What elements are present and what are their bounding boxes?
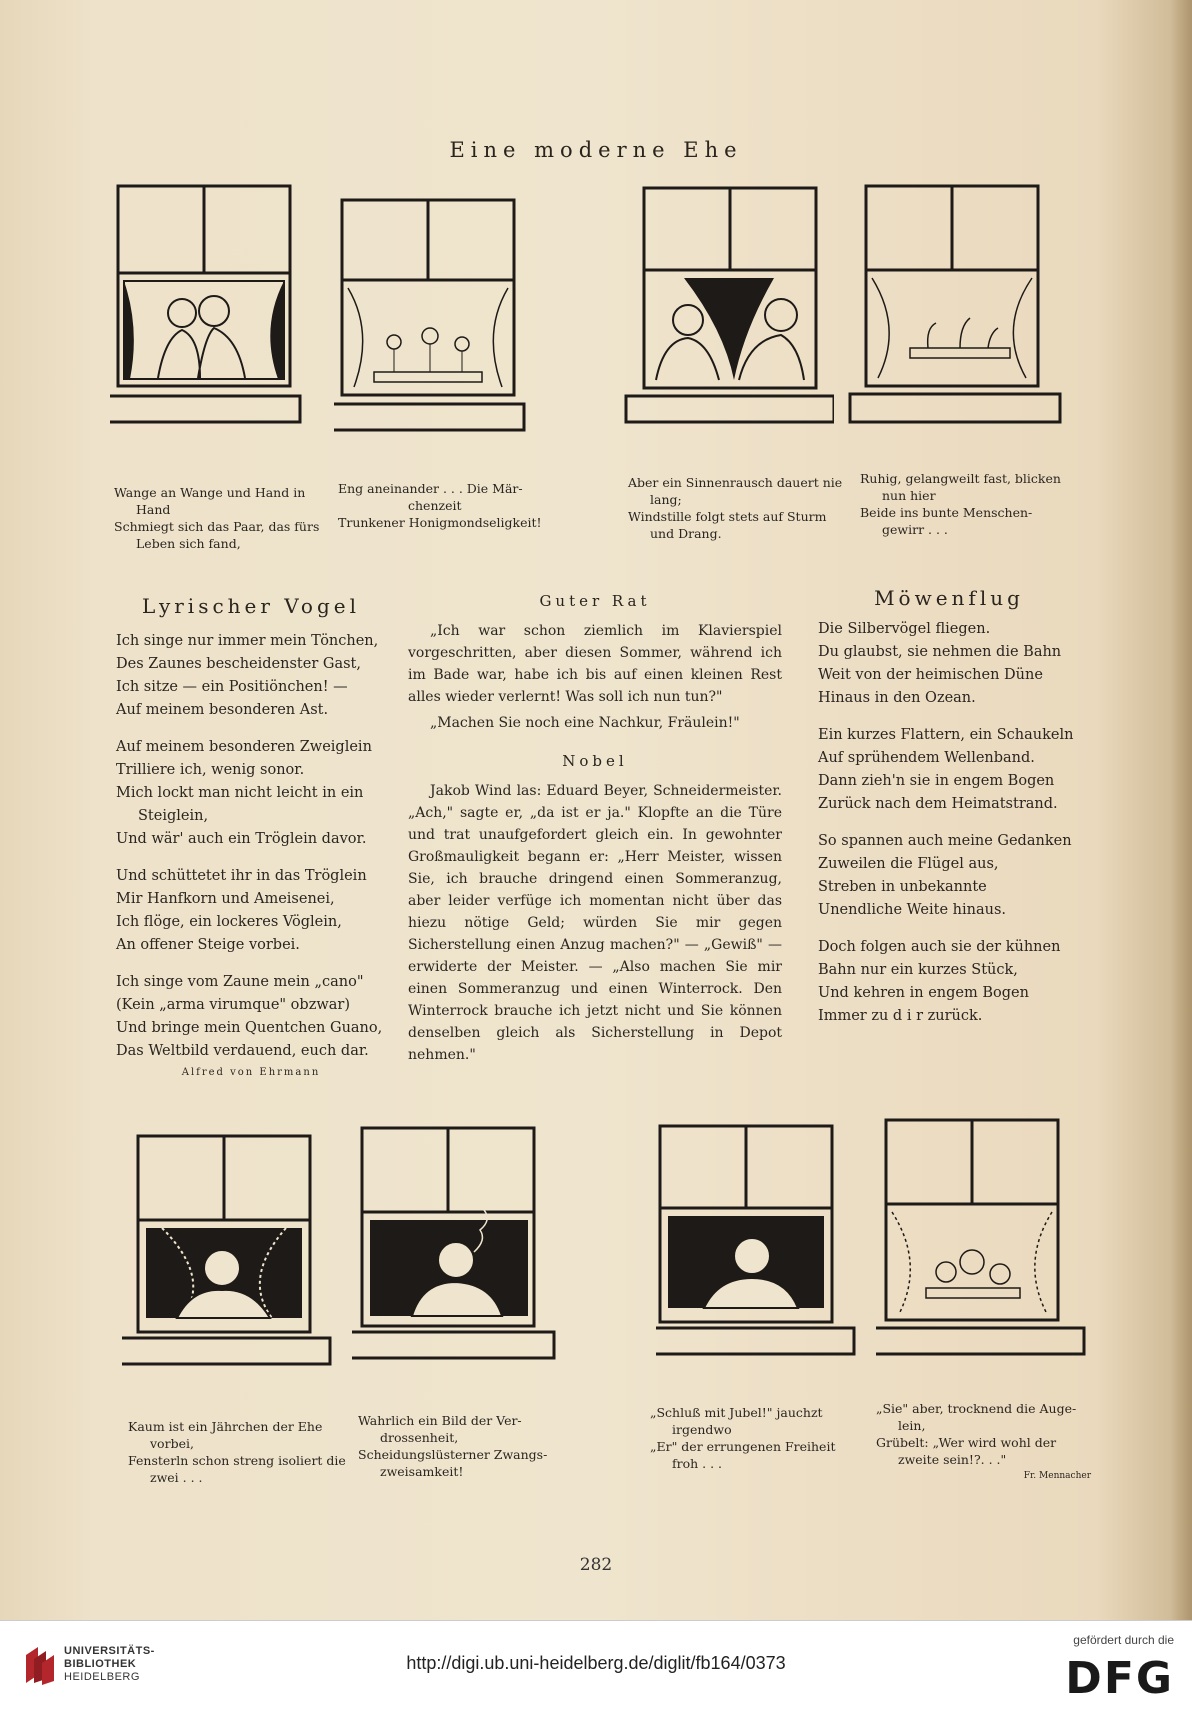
caption-bottom-2: Wahrlich ein Bild der Ver- drossenheit, Scheidungslüsterner Zwangs- zweisamkeit! [358,1413,548,1479]
paragraph-guter-rat-2: „Machen Sie noch eine Nachkur, Fräulein!" [430,715,740,731]
library-name: UNIVERSITÄTS- BIBLIOTHEK HEIDELBERG [64,1645,155,1683]
caption-top-4: Ruhig, gelangweilt fast, blicken nun hier Beide ins bunte Menschen- gewirr . . . [860,471,1061,537]
caption-top-2: Eng aneinander . . . Die Mär- chenzeit Trunkener Honigmondseligkeit! [338,481,542,530]
window-illustration-flowers [334,192,544,447]
heading-nobel: Nobel [562,752,628,770]
caption-bottom-4: „Sie" aber, trocknend die Auge- lein, Grübelt: „Wer wird wohl der zweite sein!?. . ." Fr. Mennacher [876,1400,1091,1485]
poem-moewenflug: Möwenflug Die Silbervögel fliegen. Du glaubst, sie nehmen die Bahn Weit von der heimischen Düne Hinaus in den Ozean. Ein kurzes Flattern, ein Schaukeln Auf sprühendem Wellenband. Dann zieh'n sie in engem Bogen Zurück nach dem Heimatstrand. So spannen auch meine Gedanken Zuweilen die Flügel aus, Streben in unbekannte Unendliche Weite hinaus. Doch folgen auch sie der kühnen Bahn nur ein kurzes Stück, Und kehren in engem Bogen Immer zu d i r zurück. [818,586,1080,1028]
page-number: 282 [579,1555,613,1575]
page-spine-shadow [1170,0,1192,1620]
window-illustration-bored-couple [624,180,834,435]
caption-top-3: Aber ein Sinnenrausch dauert nie lang; Windstille folgt stets auf Sturm und Drang. [628,475,843,541]
caption-top-1: Wange an Wange und Hand in Hand Schmiegt sich das Paar, das fürs Leben sich fand, [114,485,320,551]
window-illustration-plants [848,178,1070,433]
paragraph-nobel: Jakob Wind las: Eduard Beyer, Schneidermeister. „Ach," sagte er, „da ist er ja." Klopfte an die Türe und trat unaufgefordert gleich ein. In gewohnter Großmauligkeit begann er: „Herr Meister, wissen Sie, ich brauche dringend einen Sommeranzug, aber leider verfüge ich momentan nicht über das hiezu nötige Geld; würden Sie mir gegen Sicherstellung einen Anzug machen?" — „Gewiß" — erwiderte der Meister. — „Also machen Sie mir einen Sommeranzug und einen Winterrock. Den Winterrock brauche ich jetzt nicht und Sie können denselben gleich als Sicherstellung in Depot nehmen." [408,783,782,1063]
funded-by-text: gefördert durch die [1073,1633,1174,1647]
window-illustration-couple-embracing [110,178,320,433]
poem-author: Alfred von Ehrmann [181,1067,321,1078]
window-illustration-man-smoking [352,1120,562,1365]
window-illustration-man-alone [656,1118,866,1358]
heading-guter-rat: Guter Rat [539,592,651,610]
window-illustration-woman-sulking [122,1128,332,1368]
poem-heading: Lyrischer Vogel [142,594,360,618]
poem-heading: Möwenflug [874,586,1024,610]
page-title: Eine moderne Ehe [449,138,743,162]
footer-bar [0,1620,1192,1709]
paragraph-guter-rat-1: „Ich war schon ziemlich im Klavierspiel vorgeschritten, aber diesen Sommer, während ich im Bade war, habe ich bis auf einen kleinen Rest alles wieder verlernt! Was soll ich nun tun?" [408,623,782,705]
signature: Fr. Mennacher [1023,1471,1091,1481]
permalink-url[interactable]: http://digi.ub.uni-heidelberg.de/diglit/fb164/0373 [406,1653,786,1673]
caption-bottom-1: Kaum ist ein Jährchen der Ehe vorbei, Fensterln schon streng isoliert die zwei . . . [128,1419,346,1485]
dfg-logo: DFG [1065,1653,1174,1704]
poem-lyrischer-vogel: Lyrischer Vogel Ich singe nur immer mein Tönchen, Des Zaunes bescheidenster Gast, Ich sitze — ein Positiönchen! — Auf meinem besonderen Ast. Auf meinem besonderen Zweiglein Trilliere ich, wenig sonor. Mich lockt man nicht leicht in ein Steiglein, Und wär' auch ein Tröglein davor. Und schüttetet ihr in das Tröglein Mir Hanfkorn und Ameisenei, Ich flöge, ein lockeres Vöglein, An offener Steige vorbei. Ich singe vom Zaune mein „cano" (Kein „arma virumque" obzwar) Und bringe mein Quentchen Guano, Das Weltbild verdauend, euch dar. Alfred von Ehrmann [116,594,386,1078]
prose-column [408,592,782,1066]
caption-bottom-3: „Schluß mit Jubel!" jauchzt irgendwo „Er" der errungenen Freiheit froh . . . [650,1405,836,1471]
window-illustration-cacti [876,1112,1086,1357]
